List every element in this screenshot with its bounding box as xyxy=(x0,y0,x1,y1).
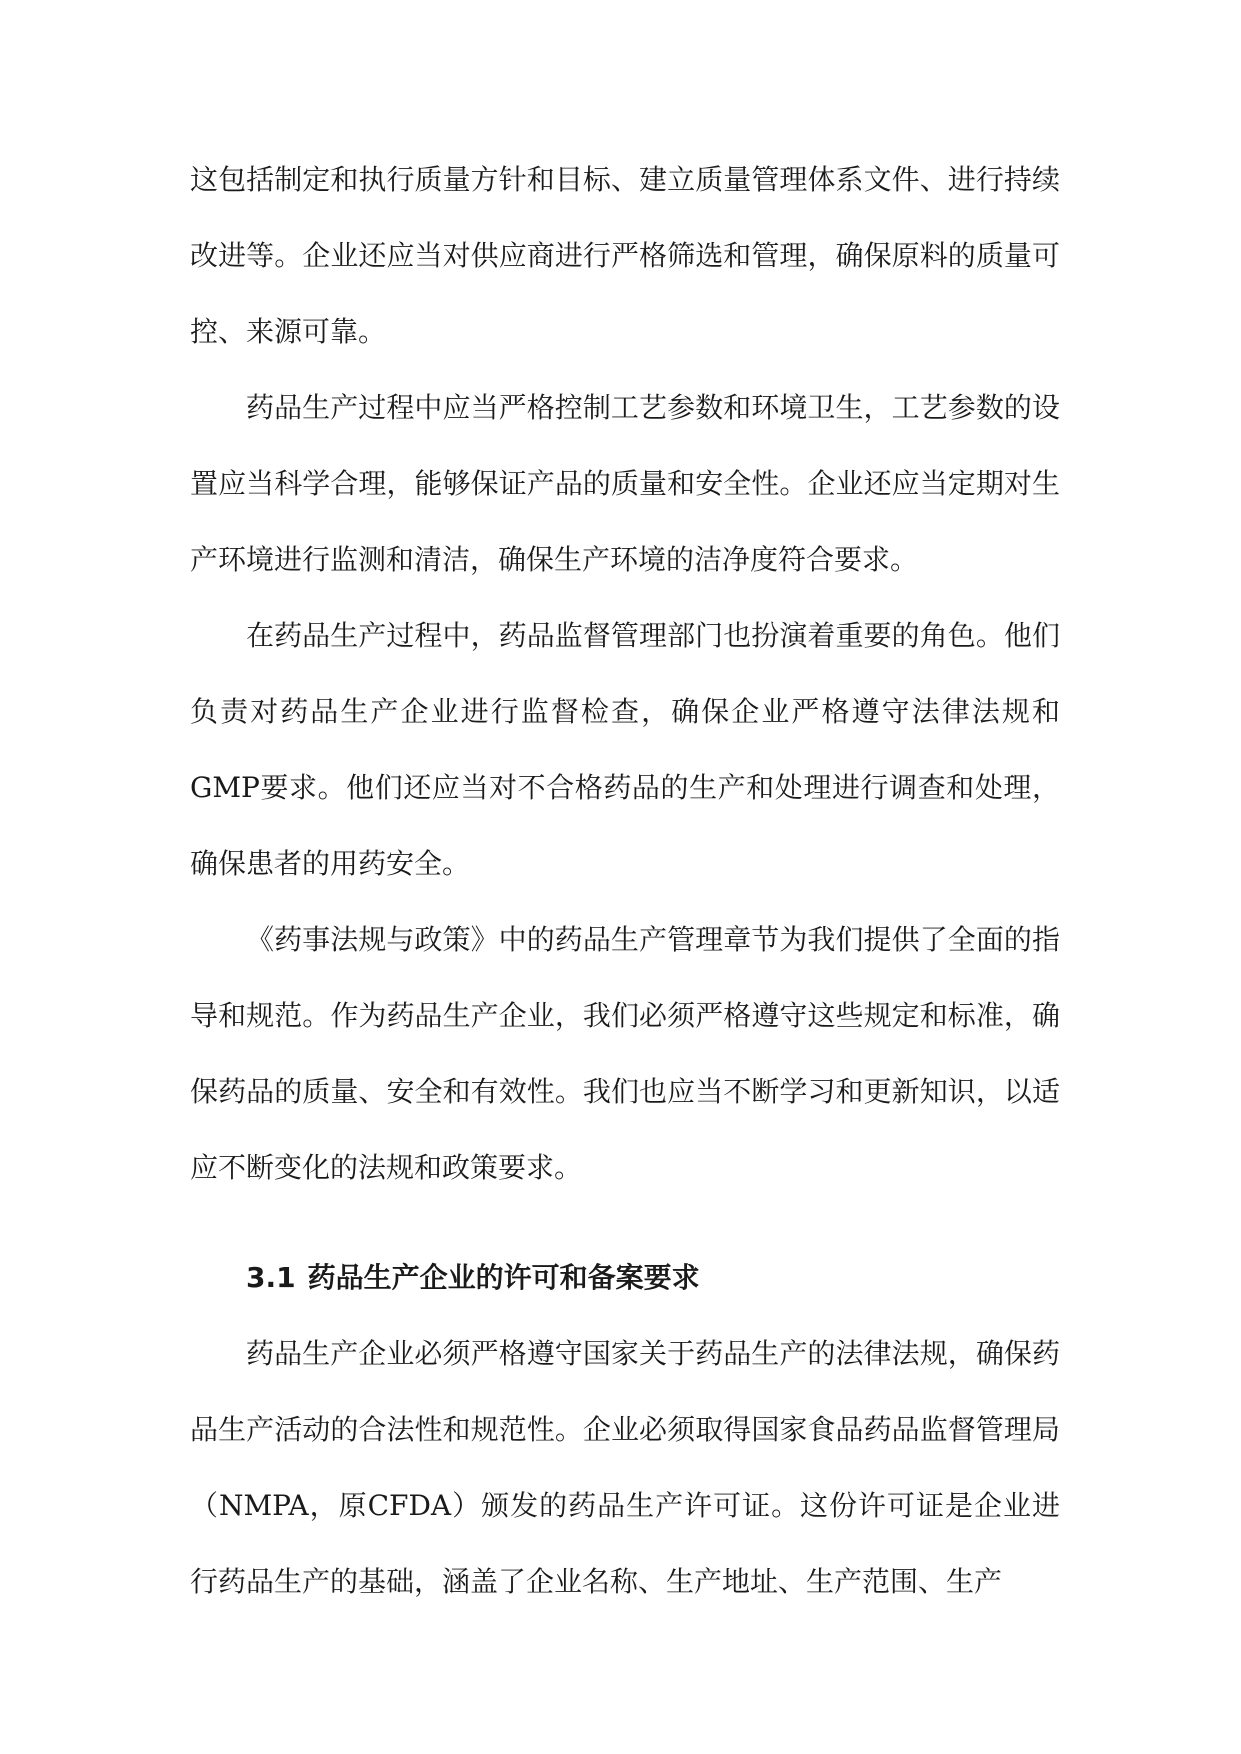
section-paragraph-1: 药品生产企业必须严格遵守国家关于药品生产的法律法规，确保药品生产活动的合法性和规范性。企业必须取得国家食品药品监督管理局（NMPA，原CFDA）颁发的药品生产许可证。这份许可证是企业进行药品生产的基础，涵盖了企业名称、生产地址、生产范围、生产 xyxy=(190,1337,1060,1598)
section-title: 药品生产企业的许可和备案要求 xyxy=(307,1261,700,1294)
section-number: 3.1 xyxy=(246,1261,296,1294)
paragraph-2: 药品生产过程中应当严格控制工艺参数和环境卫生，工艺参数的设置应当科学合理，能够保证产品的质量和安全性。企业还应当定期对生产环境进行监测和清洁，确保生产环境的洁净度符合要求。 xyxy=(190,391,1060,576)
paragraph-1: 这包括制定和执行质量方针和目标、建立质量管理体系文件、进行持续改进等。企业还应当对供应商进行严格筛选和管理，确保原料的质量可控、来源可靠。 xyxy=(190,163,1060,348)
paragraph-4: 《药事法规与政策》中的药品生产管理章节为我们提供了全面的指导和规范。作为药品生产企业，我们必须严格遵守这些规定和标准，确保药品的质量、安全和有效性。我们也应当不断学习和更新知识，以适应不断变化的法规和政策要求。 xyxy=(190,923,1060,1184)
section-heading xyxy=(190,1240,1060,1316)
paragraph-3: 在药品生产过程中，药品监督管理部门也扮演着重要的角色。他们负责对药品生产企业进行监督检查，确保企业严格遵守法律法规和GMP要求。他们还应当对不合格药品的生产和处理进行调查和处理，确保患者的用药安全。 xyxy=(190,619,1060,880)
document-body xyxy=(190,142,1060,1620)
